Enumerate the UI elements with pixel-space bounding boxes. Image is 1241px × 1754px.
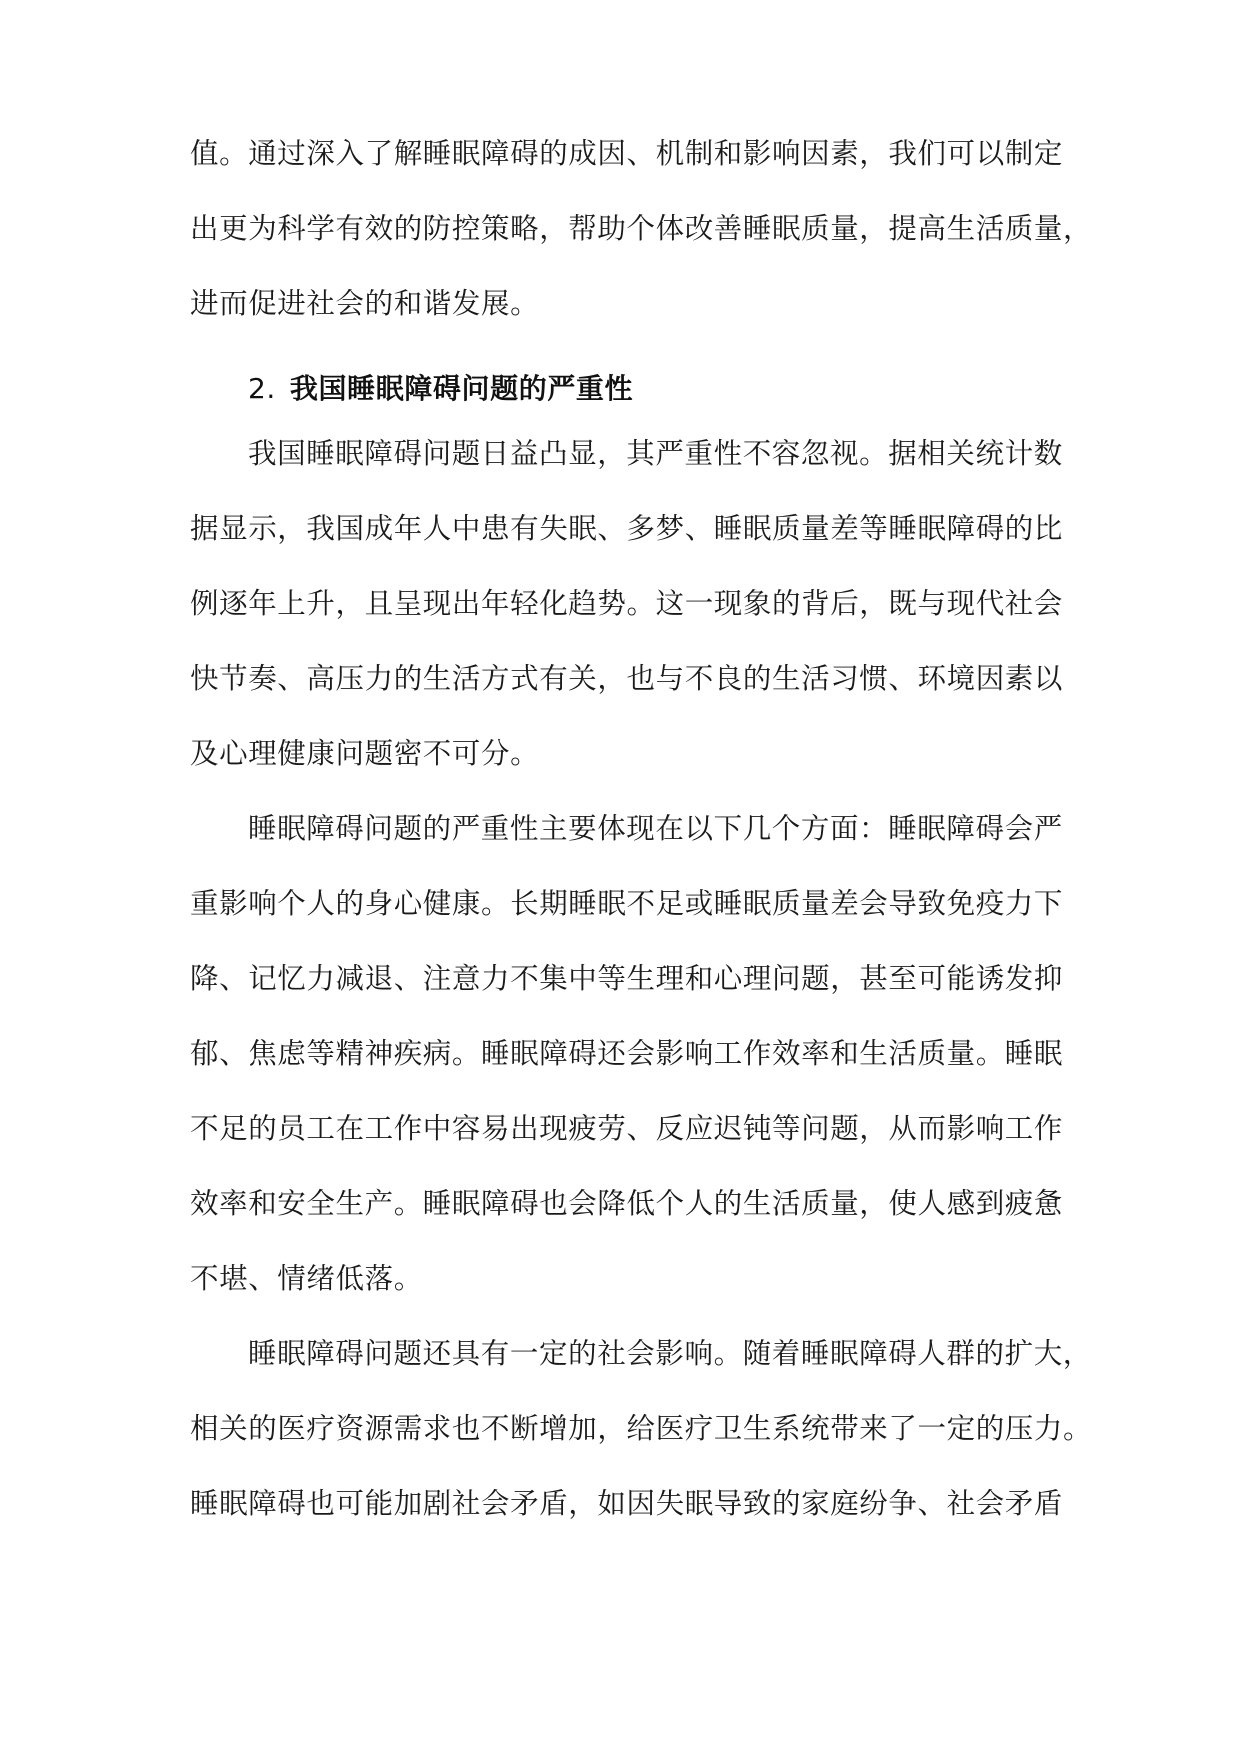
para2-line-4: 郁、焦虑等精神疾病。睡眠障碍还会影响工作效率和生活质量。睡眠 <box>190 1037 1064 1070</box>
para2-line-1: 睡眠障碍问题的严重性主要体现在以下几个方面：睡眠障碍会严 <box>248 812 1063 845</box>
para2-line-7: 不堪、情绪低落。 <box>190 1262 423 1295</box>
para1-line-1: 我国睡眠障碍问题日益凸显，其严重性不容忽视。据相关统计数 <box>248 437 1063 470</box>
intro-line-1: 值。通过深入了解睡眠障碍的成因、机制和影响因素，我们可以制定 <box>190 137 1064 170</box>
para3-line-3: 睡眠障碍也可能加剧社会矛盾，如因失眠导致的家庭纷争、社会矛盾 <box>190 1487 1064 1520</box>
intro-line-2: 出更为科学有效的防控策略，帮助个体改善睡眠质量，提高生活质量， <box>190 212 1093 245</box>
para3-line-2: 相关的医疗资源需求也不断增加，给医疗卫生系统带来了一定的压力。 <box>190 1412 1093 1445</box>
intro-line-3: 进而促进社会的和谐发展。 <box>190 287 540 320</box>
para2-line-3: 降、记忆力减退、注意力不集中等生理和心理问题，甚至可能诱发抑 <box>190 962 1064 995</box>
para1-line-3: 例逐年上升，且呈现出年轻化趋势。这一现象的背后，既与现代社会 <box>190 587 1064 620</box>
section-title: 我国睡眠障碍问题的严重性 <box>289 372 634 405</box>
para3-line-1: 睡眠障碍问题还具有一定的社会影响。随着睡眠障碍人群的扩大， <box>248 1337 1092 1370</box>
para2-line-5: 不足的员工在工作中容易出现疲劳、反应迟钝等问题，从而影响工作 <box>190 1112 1064 1145</box>
para1-line-2: 据显示，我国成年人中患有失眠、多梦、睡眠质量差等睡眠障碍的比 <box>190 512 1064 545</box>
para2-line-6: 效率和安全生产。睡眠障碍也会降低个人的生活质量，使人感到疲惫 <box>190 1187 1064 1220</box>
section-heading <box>248 369 633 409</box>
section-number: 2. <box>248 372 276 405</box>
para1-line-4: 快节奏、高压力的生活方式有关，也与不良的生活习惯、环境因素以 <box>190 662 1064 695</box>
para2-line-2: 重影响个人的身心健康。长期睡眠不足或睡眠质量差会导致免疫力下 <box>190 887 1064 920</box>
para1-line-5: 及心理健康问题密不可分。 <box>190 737 540 770</box>
